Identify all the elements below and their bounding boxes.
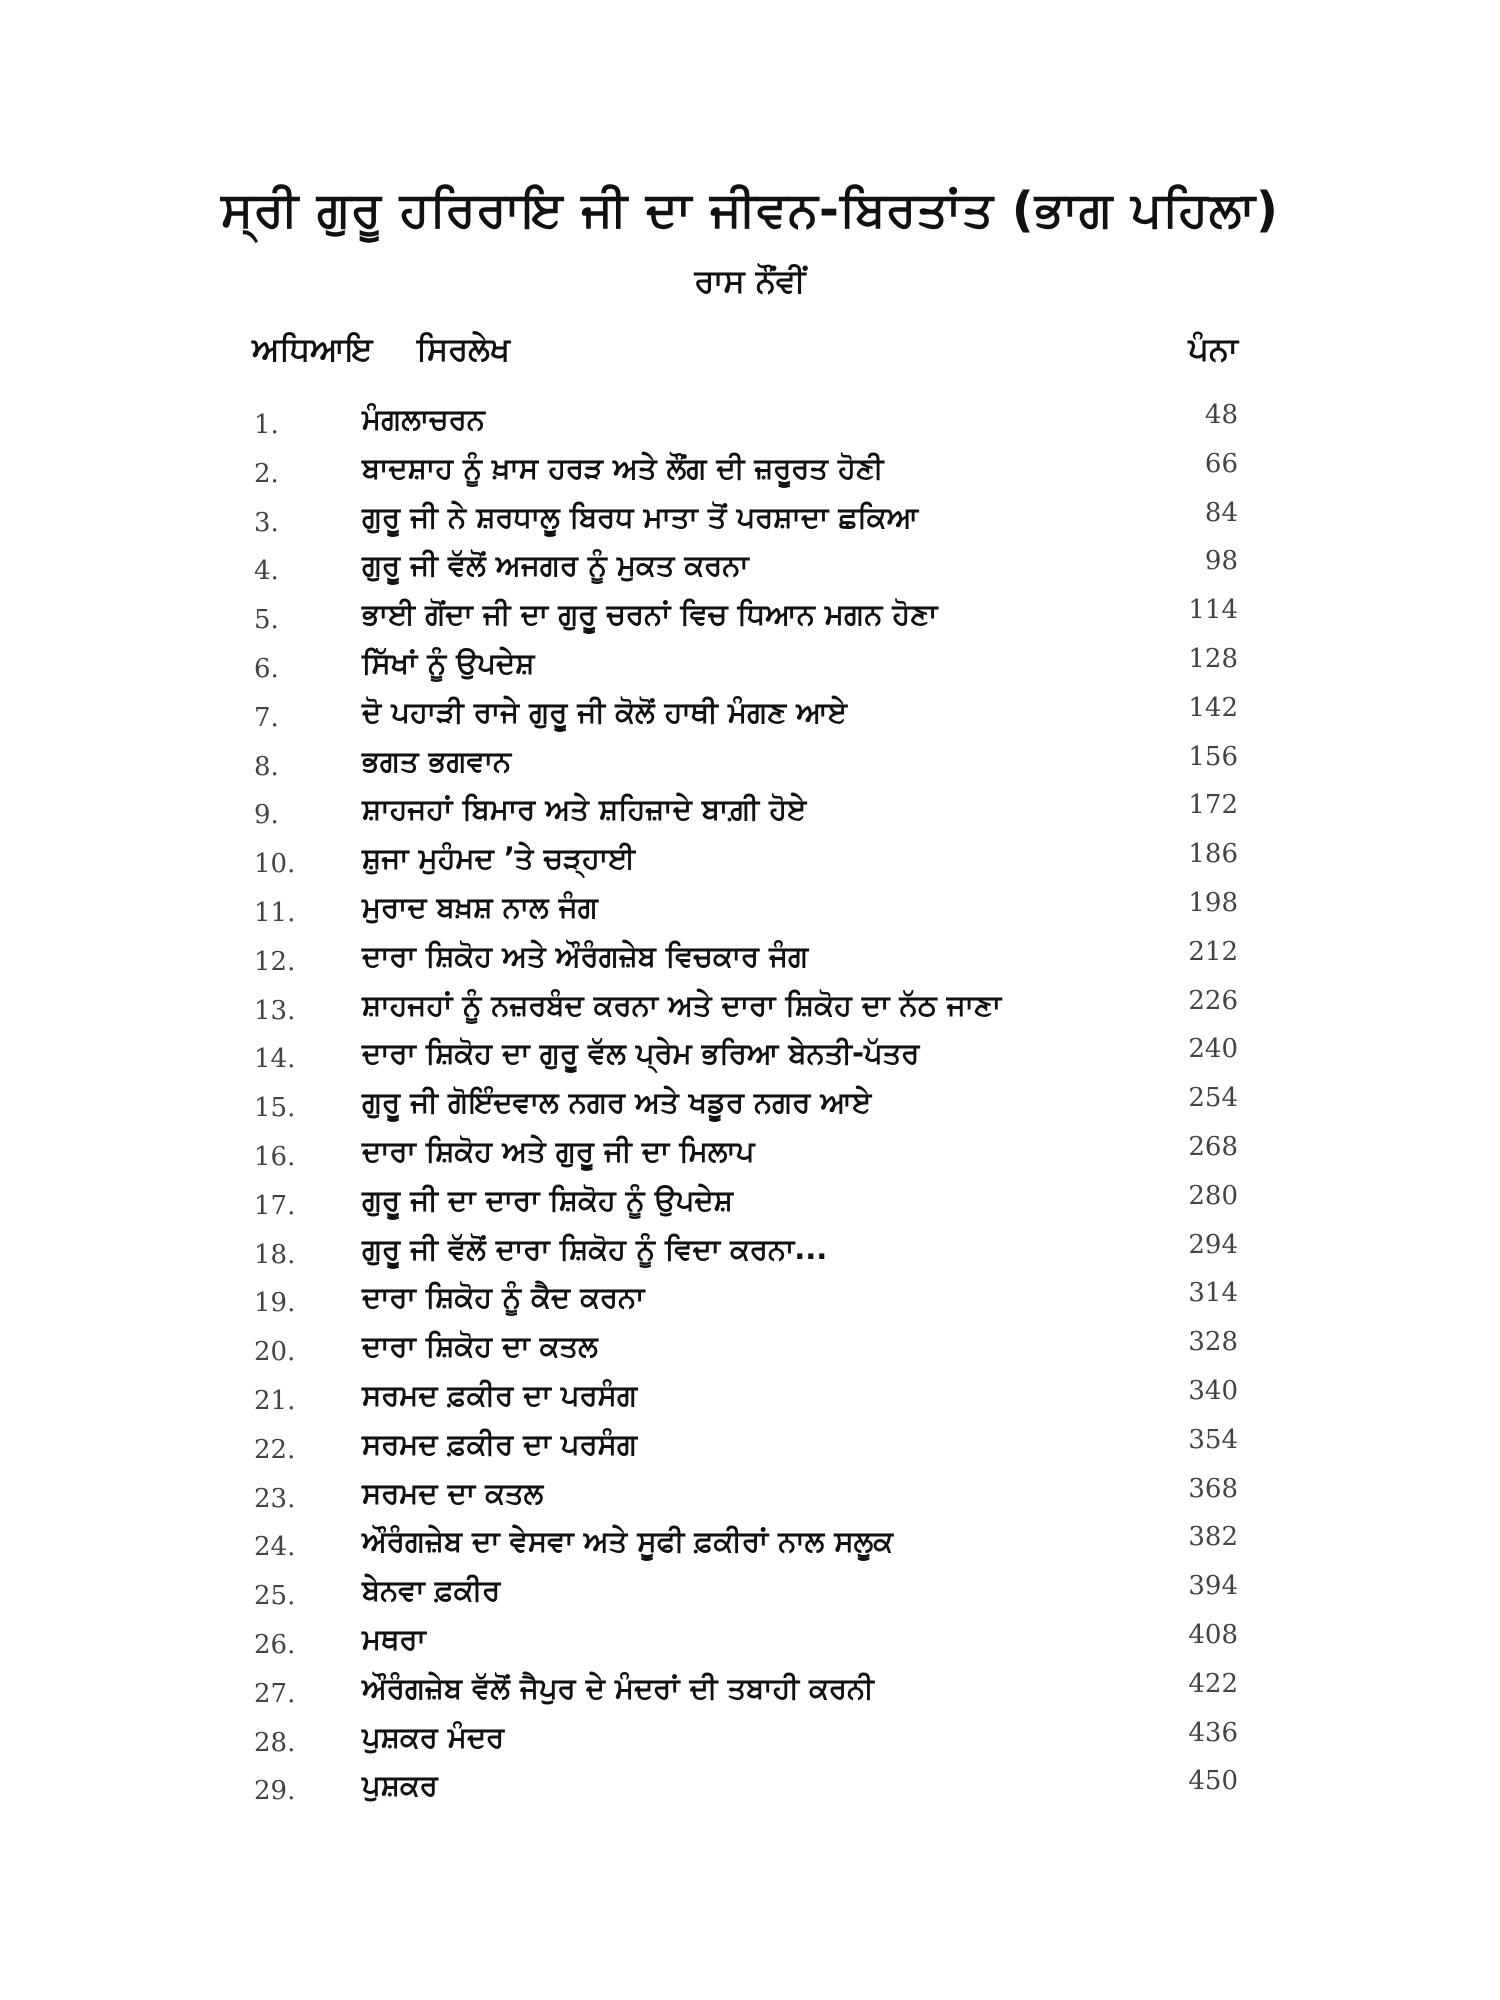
chapter-page-number: 198 <box>1188 887 1238 918</box>
chapter-title: ਸਰਮਦ ਦਾ ਕਤਲ <box>362 1475 544 1510</box>
chapter-title: ਮੰਗਲਾਚਰਨ <box>362 402 485 436</box>
chapter-number: 5. <box>254 605 279 636</box>
chapter-page-number: 66 <box>1204 448 1238 479</box>
chapter-number: 23. <box>254 1483 296 1514</box>
toc-row <box>252 691 1238 740</box>
chapter-title: ਸਰਮਦ ਫ਼ਕੀਰ ਦਾ ਪਰਸੰਗ <box>362 1426 638 1461</box>
chapter-number: 21. <box>254 1385 296 1416</box>
toc-row <box>252 740 1238 789</box>
chapter-page-number: 226 <box>1188 985 1238 1016</box>
chapter-number: 25. <box>254 1581 296 1612</box>
page-subtitle: ਰਾਸ ਨੌਂਵੀਂ <box>694 262 806 300</box>
chapter-number: 4. <box>254 556 279 587</box>
chapter-title: ਦੋ ਪਹਾੜੀ ਰਾਜੇ ਗੁਰੂ ਜੀ ਕੋਲੋਂ ਹਾਥੀ ਮੰਗਣ ਆਏ <box>362 694 848 729</box>
toc-row <box>252 935 1238 984</box>
chapter-number: 13. <box>254 995 296 1026</box>
chapter-page-number: 212 <box>1188 936 1238 967</box>
chapter-page-number: 394 <box>1188 1571 1238 1602</box>
chapter-page-number: 436 <box>1188 1717 1238 1748</box>
chapter-number: 29. <box>254 1776 296 1807</box>
chapter-number: 28. <box>254 1727 296 1758</box>
chapter-page-number: 340 <box>1188 1375 1238 1406</box>
chapter-title: ਬੇਨਵਾ ਫ਼ਕੀਰ <box>362 1573 501 1608</box>
chapter-number: 16. <box>254 1141 296 1172</box>
chapter-title: ਗੁਰੂ ਜੀ ਦਾ ਦਾਰਾ ਸ਼ਿਕੋਹ ਨੂੰ ਉਪਦੇਸ਼ <box>362 1182 733 1217</box>
page-title: ਸ੍ਰੀ ਗੁਰੂ ਹਰਿਰਾਇ ਜੀ ਦਾ ਜੀਵਨ-ਬਿਰਤਾਂਤ (ਭਾਗ ਪਹਿਲਾ) <box>221 182 1279 238</box>
toc-row <box>252 1716 1238 1765</box>
chapter-page-number: 128 <box>1188 643 1238 674</box>
page-column-label: ਪੰਨਾ <box>1188 330 1238 368</box>
chapter-page-number: 172 <box>1188 790 1238 821</box>
toc-row <box>252 1179 1238 1228</box>
chapter-title: ਦਾਰਾ ਸ਼ਿਕੋਹ ਦਾ ਕਤਲ <box>362 1329 598 1364</box>
toc-row <box>252 984 1238 1033</box>
chapter-number: 11. <box>254 897 296 928</box>
chapter-number: 6. <box>254 653 279 684</box>
chapter-title: ਮੁਰਾਦ ਬਖ਼ਸ਼ ਨਾਲ ਜੰਗ <box>362 889 598 924</box>
chapter-number: 24. <box>254 1532 296 1563</box>
chapter-title: ਸ਼ਾਹਜਹਾਂ ਨੂੰ ਨਜ਼ਰਬੰਦ ਕਰਨਾ ਅਤੇ ਦਾਰਾ ਸ਼ਿਕੋਹ ਦਾ ਨੱਠ ਜਾਣਾ <box>362 987 1002 1022</box>
chapter-title: ਸ਼ਾਹਜਹਾਂ ਬਿਮਾਰ ਅਤੇ ਸ਼ਹਿਜ਼ਾਦੇ ਬਾਗ਼ੀ ਹੋਏ <box>362 792 807 827</box>
chapter-page-number: 98 <box>1204 546 1238 577</box>
chapter-page-number: 450 <box>1188 1766 1238 1797</box>
chapter-title: ਦਾਰਾ ਸ਼ਿਕੋਹ ਅਤੇ ਔਰੰਗਜ਼ੇਬ ਵਿਚਕਾਰ ਜੰਗ <box>362 938 809 973</box>
toc-row <box>252 398 1238 447</box>
chapter-number: 18. <box>254 1239 296 1270</box>
chapter-page-number: 354 <box>1188 1424 1238 1455</box>
chapter-number: 14. <box>254 1044 296 1075</box>
chapter-title: ਪੁਸ਼ਕਰ ਮੰਦਰ <box>362 1719 505 1754</box>
toc-row <box>252 1276 1238 1325</box>
toc-column-headers <box>252 330 1238 380</box>
toc-row <box>252 447 1238 496</box>
chapter-number: 27. <box>254 1678 296 1709</box>
chapter-number: 10. <box>254 849 296 880</box>
chapter-title: ਦਾਰਾ ਸ਼ਿਕੋਹ ਦਾ ਗੁਰੂ ਵੱਲ ਪ੍ਰੇਮ ਭਰਿਆ ਬੇਨਤੀ-ਪੱਤਰ <box>362 1036 920 1071</box>
chapter-page-number: 186 <box>1188 839 1238 870</box>
toc-row <box>252 1520 1238 1569</box>
chapter-number: 17. <box>254 1190 296 1221</box>
toc-row <box>252 642 1238 691</box>
chapter-page-number: 114 <box>1188 595 1238 626</box>
chapter-page-number: 84 <box>1204 497 1238 528</box>
chapter-title: ਦਾਰਾ ਸ਼ਿਕੋਹ ਅਤੇ ਗੁਰੂ ਜੀ ਦਾ ਮਿਲਾਪ <box>362 1133 755 1168</box>
toc-row <box>252 1032 1238 1081</box>
chapter-number: 9. <box>254 800 279 831</box>
chapter-title: ਭਗਤ ਭਗਵਾਨ <box>362 743 512 778</box>
chapter-title: ਸਿੱਖਾਂ ਨੂੰ ਉਪਦੇਸ਼ <box>362 645 535 680</box>
chapter-title: ਗੁਰੂ ਜੀ ਵੱਲੋਂ ਅਜਗਰ ਨੂੰ ਮੁਕਤ ਕਰਨਾ <box>362 548 749 583</box>
chapter-title: ਬਾਦਸ਼ਾਹ ਨੂੰ ਖ਼ਾਸ ਹਰੜ ਅਤੇ ਲੌਂਗ ਦੀ ਜ਼ਰੂਰਤ ਹੋਣੀ <box>362 450 884 485</box>
chapter-number: 12. <box>254 946 296 977</box>
toc-row <box>252 1130 1238 1179</box>
chapter-page-number: 48 <box>1204 400 1238 430</box>
chapter-page-number: 382 <box>1188 1522 1238 1553</box>
chapter-title: ਔਰੰਗਜ਼ੇਬ ਵੱਲੋਂ ਜੈਪੁਰ ਦੇ ਮੰਦਰਾਂ ਦੀ ਤਬਾਹੀ ਕਰਨੀ <box>362 1670 874 1705</box>
chapter-page-number: 156 <box>1188 741 1238 772</box>
chapter-title: ਗੁਰੂ ਜੀ ਨੇ ਸ਼ਰਧਾਲੂ ਬਿਰਧ ਮਾਤਾ ਤੋਂ ਪਰਸ਼ਾਦਾ ਛਕਿਆ <box>362 499 919 534</box>
chapter-title: ਦਾਰਾ ਸ਼ਿਕੋਹ ਨੂੰ ਕੈਦ ਕਰਨਾ <box>362 1280 645 1315</box>
chapter-page-number: 254 <box>1188 1083 1238 1114</box>
chapter-number: 15. <box>254 1093 296 1124</box>
chapter-page-number: 422 <box>1188 1668 1238 1699</box>
toc-row <box>252 1618 1238 1667</box>
toc-row <box>252 593 1238 642</box>
chapter-number: 26. <box>254 1629 296 1660</box>
chapter-page-number: 280 <box>1188 1180 1238 1211</box>
toc-row <box>252 1228 1238 1277</box>
chapter-title: ਸਰਮਦ ਫ਼ਕੀਰ ਦਾ ਪਰਸੰਗ <box>362 1377 638 1412</box>
chapter-title: ਮਥਰਾ <box>362 1621 426 1656</box>
chapter-number: 8. <box>254 751 279 782</box>
chapter-page-number: 142 <box>1188 692 1238 723</box>
chapter-page-number: 268 <box>1188 1131 1238 1162</box>
chapter-page-number: 408 <box>1188 1619 1238 1650</box>
title-column-label: ਸਿਰਲੇਖ <box>416 330 510 368</box>
chapter-page-number: 314 <box>1188 1278 1238 1309</box>
chapter-title: ਭਾਈ ਗੋਂਦਾ ਜੀ ਦਾ ਗੁਰੂ ਚਰਨਾਂ ਵਿਚ ਧਿਆਨ ਮਗਨ ਹੋਣਾ <box>362 597 938 632</box>
toc-row <box>252 1569 1238 1618</box>
chapter-number: 3. <box>254 507 279 538</box>
chapter-page-number: 328 <box>1188 1327 1238 1358</box>
toc-header-left <box>252 330 510 369</box>
chapter-title: ਗੁਰੂ ਜੀ ਵੱਲੋਂ ਦਾਰਾ ਸ਼ਿਕੋਹ ਨੂੰ ਵਿਦਾ ਕਰਨਾ... <box>362 1231 828 1266</box>
chapter-page-number: 294 <box>1188 1229 1238 1260</box>
chapter-title: ਔਰੰਗਜ਼ੇਬ ਦਾ ਵੇਸਵਾ ਅਤੇ ਸੂਫੀ ਫ਼ਕੀਰਾਂ ਨਾਲ ਸਲੂਕ <box>362 1524 894 1559</box>
toc-row <box>252 544 1238 593</box>
chapter-number: 7. <box>254 702 279 733</box>
chapter-title: ਗੁਰੂ ਜੀ ਗੋਇੰਦਵਾਲ ਨਗਰ ਅਤੇ ਖਡੂਰ ਨਗਰ ਆਏ <box>362 1085 872 1120</box>
toc-row <box>252 1081 1238 1130</box>
toc-row <box>252 837 1238 886</box>
chapter-page-number: 240 <box>1188 1034 1238 1065</box>
toc-row <box>252 1472 1238 1521</box>
toc-row <box>252 1325 1238 1374</box>
toc-row <box>252 1423 1238 1472</box>
chapter-title: ਪੁਸ਼ਕਰ <box>362 1768 438 1803</box>
toc-row <box>252 1667 1238 1716</box>
chapter-number: 22. <box>254 1434 296 1465</box>
chapter-number: 20. <box>254 1337 296 1368</box>
chapter-title: ਸ਼ੁਜਾ ਮੁਹੰਮਦ ’ਤੇ ਚੜ੍ਹਾਈ <box>362 841 636 876</box>
table-of-contents <box>252 398 1238 1813</box>
toc-row <box>252 1764 1238 1813</box>
toc-row <box>252 1374 1238 1423</box>
toc-row <box>252 886 1238 935</box>
toc-row <box>252 496 1238 545</box>
chapter-number: 2. <box>254 458 279 489</box>
toc-row <box>252 788 1238 837</box>
chapter-number: 1. <box>254 410 279 440</box>
chapter-page-number: 368 <box>1188 1473 1238 1504</box>
chapter-column-label: ਅਧਿਆਇ <box>252 330 373 368</box>
chapter-number: 19. <box>254 1288 296 1319</box>
